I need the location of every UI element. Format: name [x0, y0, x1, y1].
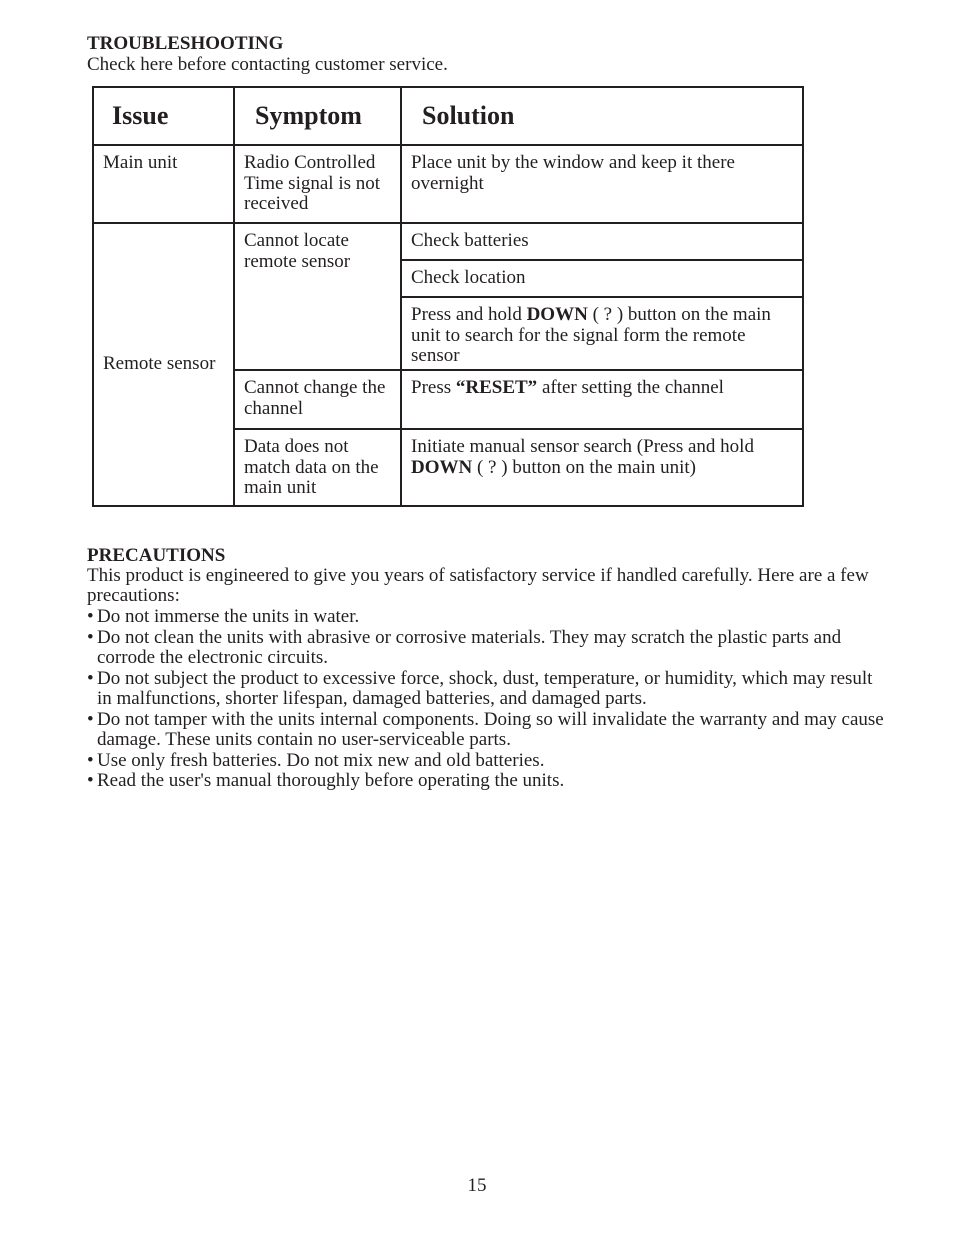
precautions-intro: This product is engineered to give you years of satisfactory service if handled carefully. Here are a few precautions: [87, 565, 869, 606]
bullet-icon: • [87, 667, 94, 689]
list-item: • Use only fresh batteries. Do not mix new and old batteries. [87, 749, 545, 771]
symptom-cell-cannot-locate: Cannot locate remote sensor [234, 223, 401, 370]
solution-cell-press-hold-down: Press and hold DOWN ( ? ) button on the main unit to search for the signal form the remote sensor [401, 297, 803, 370]
precautions-heading: PRECAUTIONS [87, 545, 226, 566]
list-item: • Do not clean the units with abrasive or corrosive materials. They may scratch the plastic parts and corrode the electronic circuits. [87, 626, 842, 668]
bullet-icon: • [87, 770, 94, 791]
symptom-cell-cannot-change-channel: Cannot change the channel [234, 370, 401, 429]
solution-cell-check-location: Check location [401, 260, 803, 297]
symptom-cell-data-mismatch: Data does not match data on the main unit [234, 429, 401, 506]
troubleshooting-intro: Check here before contacting customer service. [87, 54, 448, 75]
troubleshooting-heading: TROUBLESHOOTING [87, 33, 284, 54]
list-item: • Read the user's manual thoroughly before operating the units. [87, 770, 565, 791]
solution-cell-press-reset: Press “RESET” after setting the channel [401, 370, 803, 429]
table-row-main-unit [93, 145, 803, 223]
list-item: • Do not subject the product to excessive force, shock, dust, temperature, or humidity, which may result in malfunctions, shorter lifespan, damaged batteries, and damaged parts. [87, 667, 873, 709]
bold-down-label: DOWN [411, 456, 473, 478]
page-number: 15 [467, 1175, 487, 1196]
solution-cell-check-batteries: Check batteries [401, 223, 803, 260]
column-header-solution: Solution [401, 87, 803, 145]
bold-reset-label: “RESET” [455, 377, 538, 398]
bullet-icon: • [87, 708, 94, 730]
column-header-symptom: Symptom [234, 87, 401, 145]
solution-cell-window: Place unit by the window and keep it there overnight [401, 145, 803, 223]
bullet-icon: • [87, 626, 94, 648]
issue-cell-main-unit: Main unit [93, 145, 234, 223]
precautions-list [87, 607, 887, 792]
solution-cell-manual-search: Initiate manual sensor search (Press and hold DOWN ( ? ) button on the main unit) [401, 429, 803, 506]
bold-down-label: DOWN [526, 304, 588, 325]
column-header-issue: Issue [93, 87, 234, 145]
symptom-cell-time-signal: Radio Controlled Time signal is not received [234, 145, 401, 223]
list-item: • Do not immerse the units in water. [87, 606, 360, 627]
bullet-icon: • [87, 749, 94, 771]
bullet-icon: • [87, 606, 94, 627]
list-item: • Do not tamper with the units internal components. Doing so will invalidate the warranty and may cause damage. These units contain no user-serviceable parts. [87, 708, 884, 750]
table-header-row [93, 87, 803, 145]
issue-cell-remote-sensor: Remote sensor [93, 223, 234, 506]
troubleshooting-table [92, 86, 804, 507]
table-row-locate-batteries [93, 223, 803, 260]
